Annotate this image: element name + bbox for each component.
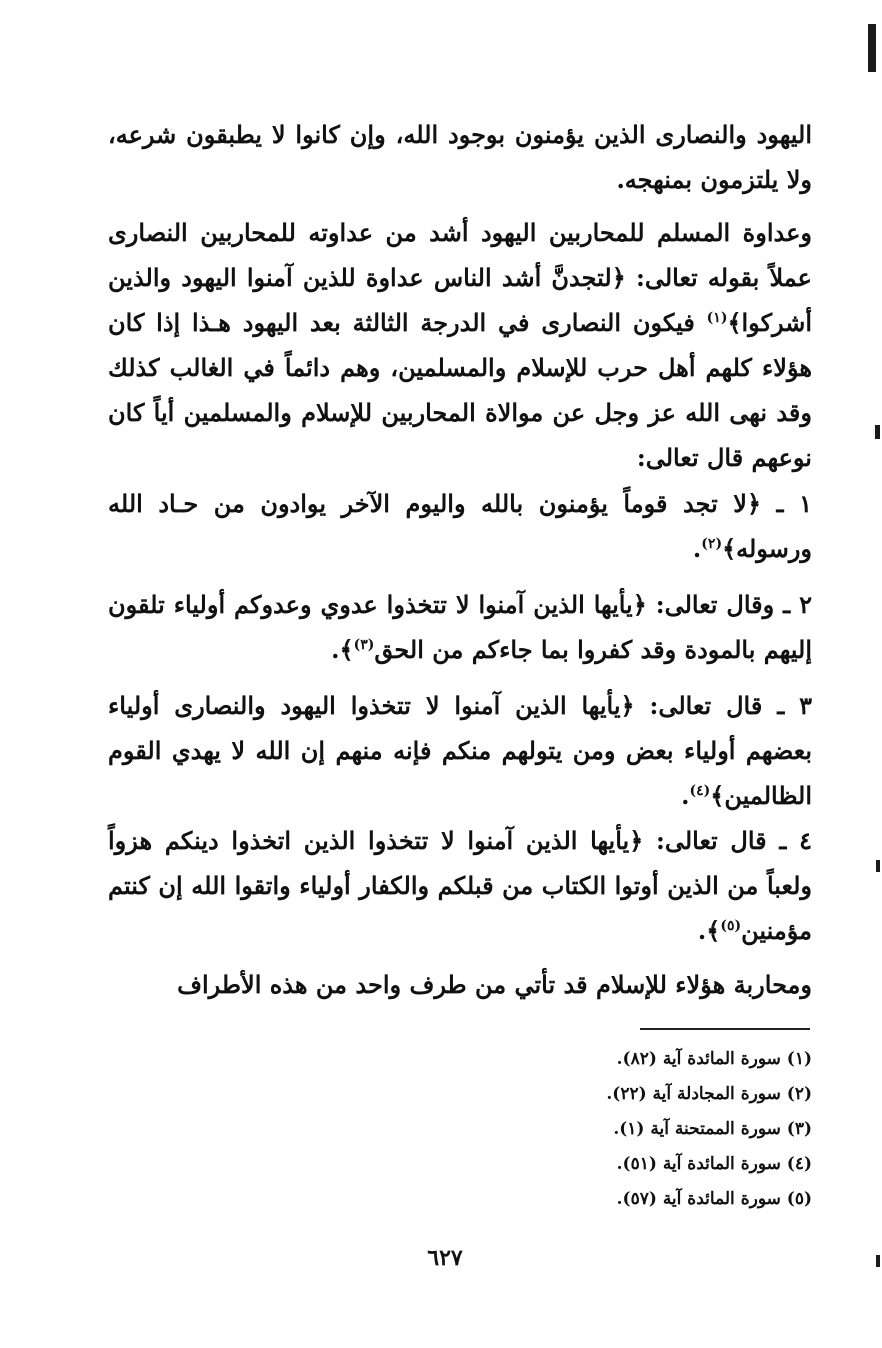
item-end: ﴾. (697, 916, 721, 945)
footnote-3: (٣) سورة الممتحنة آية (١). (613, 1119, 812, 1139)
footnote-4: (٤) سورة المائدة آية (٥١). (616, 1154, 812, 1174)
footnote-ref-3: (٣) (353, 637, 375, 653)
scan-edge-mark-bottom (876, 1255, 880, 1267)
footnote-5: (٥) سورة المائدة آية (٥٧). (616, 1189, 812, 1209)
item-end: . (681, 781, 690, 810)
scan-edge-mark-middle (875, 425, 880, 439)
item-end: ﴾. (331, 635, 354, 664)
item-lead: قال تعالى: (643, 826, 767, 855)
item-number: ٤ ـ (766, 826, 813, 855)
footnote-2: (٢) سورة المجادلة آية (٢٢). (606, 1084, 812, 1104)
item-quran-quote: ﴿يأيها الذين آمنوا لا تتخذوا الذين اتخذوا دينكم هزواً ولعباً من الذين أوتوا الكتاب من قبلكم والكفار أولياء واتقوا الله إن كنتم مؤمنين (108, 826, 812, 945)
paragraph-2 (108, 210, 812, 480)
item-lead: قال تعالى: (634, 691, 763, 720)
footnotes (108, 1042, 812, 1217)
footnote-separator (640, 1028, 810, 1030)
paragraph-2-intro: وعداوة المسلم للمحاربين اليهود أشد من عداوته للمحاربين النصارى عملاً بقوله تعالى: (108, 218, 812, 292)
footnote-1: (١) سورة المائدة آية (٨٢). (616, 1049, 812, 1069)
item-quran-quote: ﴿يأيها الذين آمنوا لا تتخذوا اليهود والنصارى أولياء بعضهم أولياء بعض ومن يتولهم منكم فإنه منهم إن الله لا يهدي القوم الظالمين﴾ (108, 691, 812, 810)
paragraph-3 (108, 962, 812, 1007)
footnote-ref-1: (١) (706, 310, 728, 326)
page-number: ٦٢٧ (427, 1245, 463, 1271)
footnote-ref-4: (٤) (689, 783, 711, 799)
footnote-ref-5: (٥) (720, 918, 742, 934)
paragraph-1 (108, 112, 812, 202)
item-number: ١ ـ (761, 489, 812, 518)
item-lead: وقال تعالى: (646, 590, 775, 619)
footnote-ref-2: (٢) (701, 536, 723, 552)
paragraph-3-text: ومحاربة هؤلاء للإسلام قد تأتي من طرف واحد من هذه الأطراف (177, 970, 812, 999)
verse-item-1 (108, 481, 812, 571)
item-quran-quote: ﴿يأيها الذين آمنوا لا تتخذوا عدوي وعدوكم أولياء تلقون إليهم بالمودة وقد كفروا بما جاءكم من الحق (108, 590, 812, 664)
verse-item-2 (108, 582, 812, 672)
paragraph-2-rest: فيكون النصارى في الدرجة الثالثة بعد اليهود هـذا إذا كان هؤلاء كلهم أهل حرب للإسلام والمسلمين، وهم دائماً في الغالب كذلك وقد نهى الله عز وجل عن موالاة المحاربين للإسلام والمسلمين أياً كان نوعهم قال تعالى: (108, 308, 812, 472)
scan-edge-mark-lower (876, 860, 880, 872)
paragraph-1-text: اليهود والنصارى الذين يؤمنون بوجود الله، وإن كانوا لا يطبقون شرعه، ولا يلتزمون بمنهجه. (108, 120, 812, 194)
item-quran-quote: ﴿لا تجد قوماً يؤمنون بالله واليوم الآخر يوادون من حـاد الله ورسوله﴾ (108, 489, 812, 563)
verse-item-4 (108, 818, 812, 953)
paragraph-2-quran-quote: ﴿لتجدنَّ أشد الناس عداوة للذين آمنوا اليهود والذين أشركوا﴾ (108, 263, 813, 337)
item-number: ٣ ـ (762, 691, 812, 720)
item-end: . (692, 534, 702, 563)
verse-item-3 (108, 683, 812, 818)
item-number: ٢ ـ (774, 590, 812, 619)
scan-edge-mark-top (868, 24, 876, 72)
